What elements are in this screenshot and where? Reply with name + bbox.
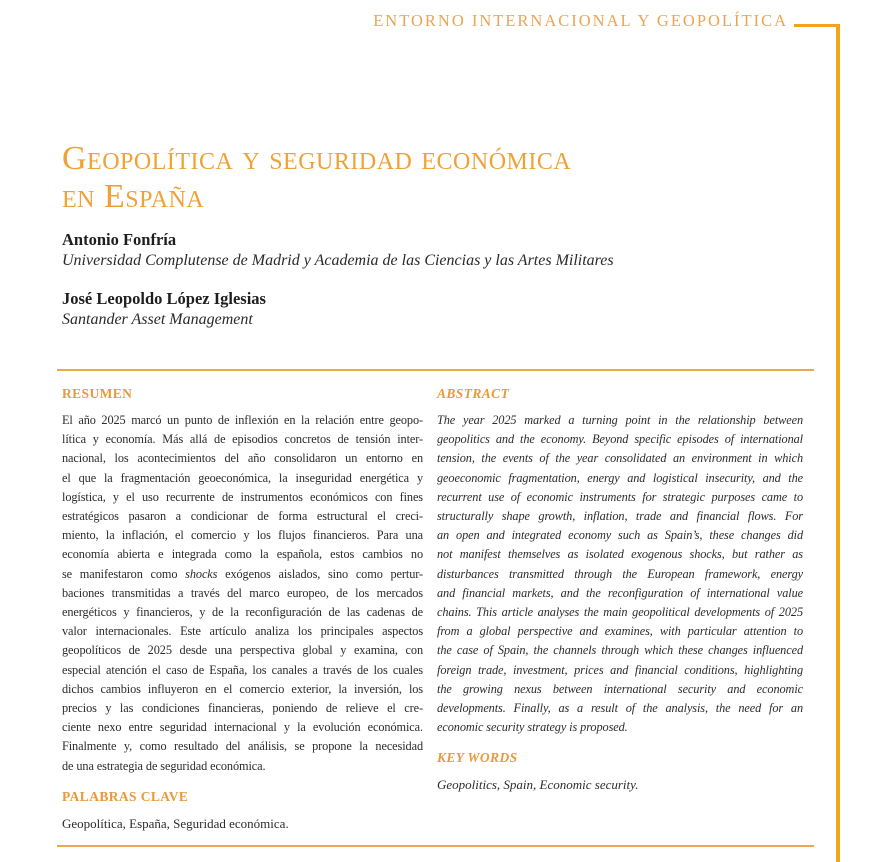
resumen-body [62,411,423,776]
palabras-clave-text: Geopolítica, España, Seguridad económica. [62,815,289,831]
text-line: Finalmente y, como resultado del análisis, se propone la necesidad [62,739,423,754]
text-line: baciones transmitidas a través del marco europeo, de los mercados [62,585,423,600]
text-line: geoeconomic fragmentation, energy and logistical insecurity, and the [437,470,803,485]
text-line: economic security strategy is proposed. [437,720,628,735]
text-line: lítica y economía. Más allá de episodios concretos de tensión inter- [62,432,423,447]
header-rule-horizontal [794,24,840,27]
authors-block [62,229,762,330]
text-line: tension, the events of the year consolidated an environment in which [437,451,803,466]
text-line: de una estrategia de seguridad económica. [62,758,266,773]
text-line: geopolíticos de 2025 desde una perspectiva global y examina, con [62,643,423,658]
author-affiliation: Santander Asset Management [62,311,253,328]
footer-divider [57,845,814,847]
text-line: chains. This article analyses the main geopolitical developments of 2025 [437,605,803,620]
text-line: not manifest themselves as isolated exogenous shocks, but rather as [437,547,803,562]
text-line: the growing nexus between international security and economic [437,681,803,696]
resumen-label: RESUMEN [62,386,133,401]
text-line: disturbances transmitted through the European framework, energy [437,566,803,581]
text-line: dichos cambios influyeron en el comercio exterior, la inversión, los [62,681,423,696]
palabras-clave-label: PALABRAS CLAVE [62,788,189,804]
abstract-label: ABSTRACT [437,386,510,401]
text-line: valor internacionales. Este artículo analiza los principales aspectos [62,624,423,639]
article-title [62,140,762,216]
text-line: The year 2025 marked a turning point in the relationship between [437,413,803,427]
text-line: logística, y el uso recurrente de instrumentos económicos con fines [62,489,423,504]
text-line: geopolitics and the economy. Beyond specific episodes of international [437,432,803,447]
text-line: especial atención el caso de España, los canales a través de los cuales [62,662,423,677]
author-name: Antonio Fonfría [62,230,177,249]
text-line: developments. Finally, as a result of the analysis, the need for an [437,701,803,716]
text-line: El año 2025 marcó un punto de inflexión en la relación entre geopo- [62,413,423,427]
abstract-body [437,411,803,737]
abstract-section [437,386,803,832]
author-affiliation: Universidad Complutense de Madrid y Academia de las Ciencias y las Artes Militares [62,252,614,269]
abstract-divider-top [57,369,814,371]
text-line: miento, la inflación, el comercio y los flujos financieros. Para una [62,528,423,543]
article-title-line-1: Geopolítica y seguridad económica [62,140,572,177]
text-line: precios y las condiciones financieras, poniendo de relieve el cre- [62,701,423,716]
text-line: the case of Spain, the channels through which these changes influenced [437,643,803,658]
abstract-columns [62,386,803,832]
text-line: energéticos y financieros, y de la reconfiguración de las cadenas de [62,605,423,620]
text-line: se manifestaron como shocks exógenos aislados, sino como pertur- [62,566,423,581]
text-line: an open and integrated economy such as Spain’s, these changes did [437,528,803,543]
text-line: recurrent use of economic instruments for strategic purposes came to [437,489,803,504]
text-line: foreign trade, investment, prices and financial conditions, highlighting [437,662,803,677]
running-header: ENTORNO INTERNACIONAL Y GEOPOLÍTICA [373,11,788,30]
text-line: el que la fragmentación geoeconómica, la inseguridad energética y [62,470,423,485]
author-name: José Leopoldo López Iglesias [62,289,266,308]
resumen-section [62,386,423,832]
text-line: estratégicos pasaron a condicionar de forma estructural el creci- [62,509,423,524]
keywords-text: Geopolitics, Spain, Economic security. [437,777,639,793]
text-line: economía abierta e integrada como la española, estos cambios no [62,547,423,562]
author-entry [62,229,762,271]
text-line: from a global perspective and examines, with particular attention to [437,624,803,639]
keywords-label: KEY WORDS [437,750,518,766]
text-line: ciente nexo entre seguridad internacional y la evolución económica. [62,720,423,735]
page-edge-rule-vertical [836,24,840,862]
author-entry [62,288,762,330]
text-line: structurally shape growth, inflation, trade and financial flows. For [437,509,803,524]
article-title-line-2: en España [62,178,205,215]
text-line: and financial markets, and the reconfiguration of international value [437,585,803,600]
text-line: nacional, los acontecimientos del año consolidaron un entorno en [62,451,423,466]
